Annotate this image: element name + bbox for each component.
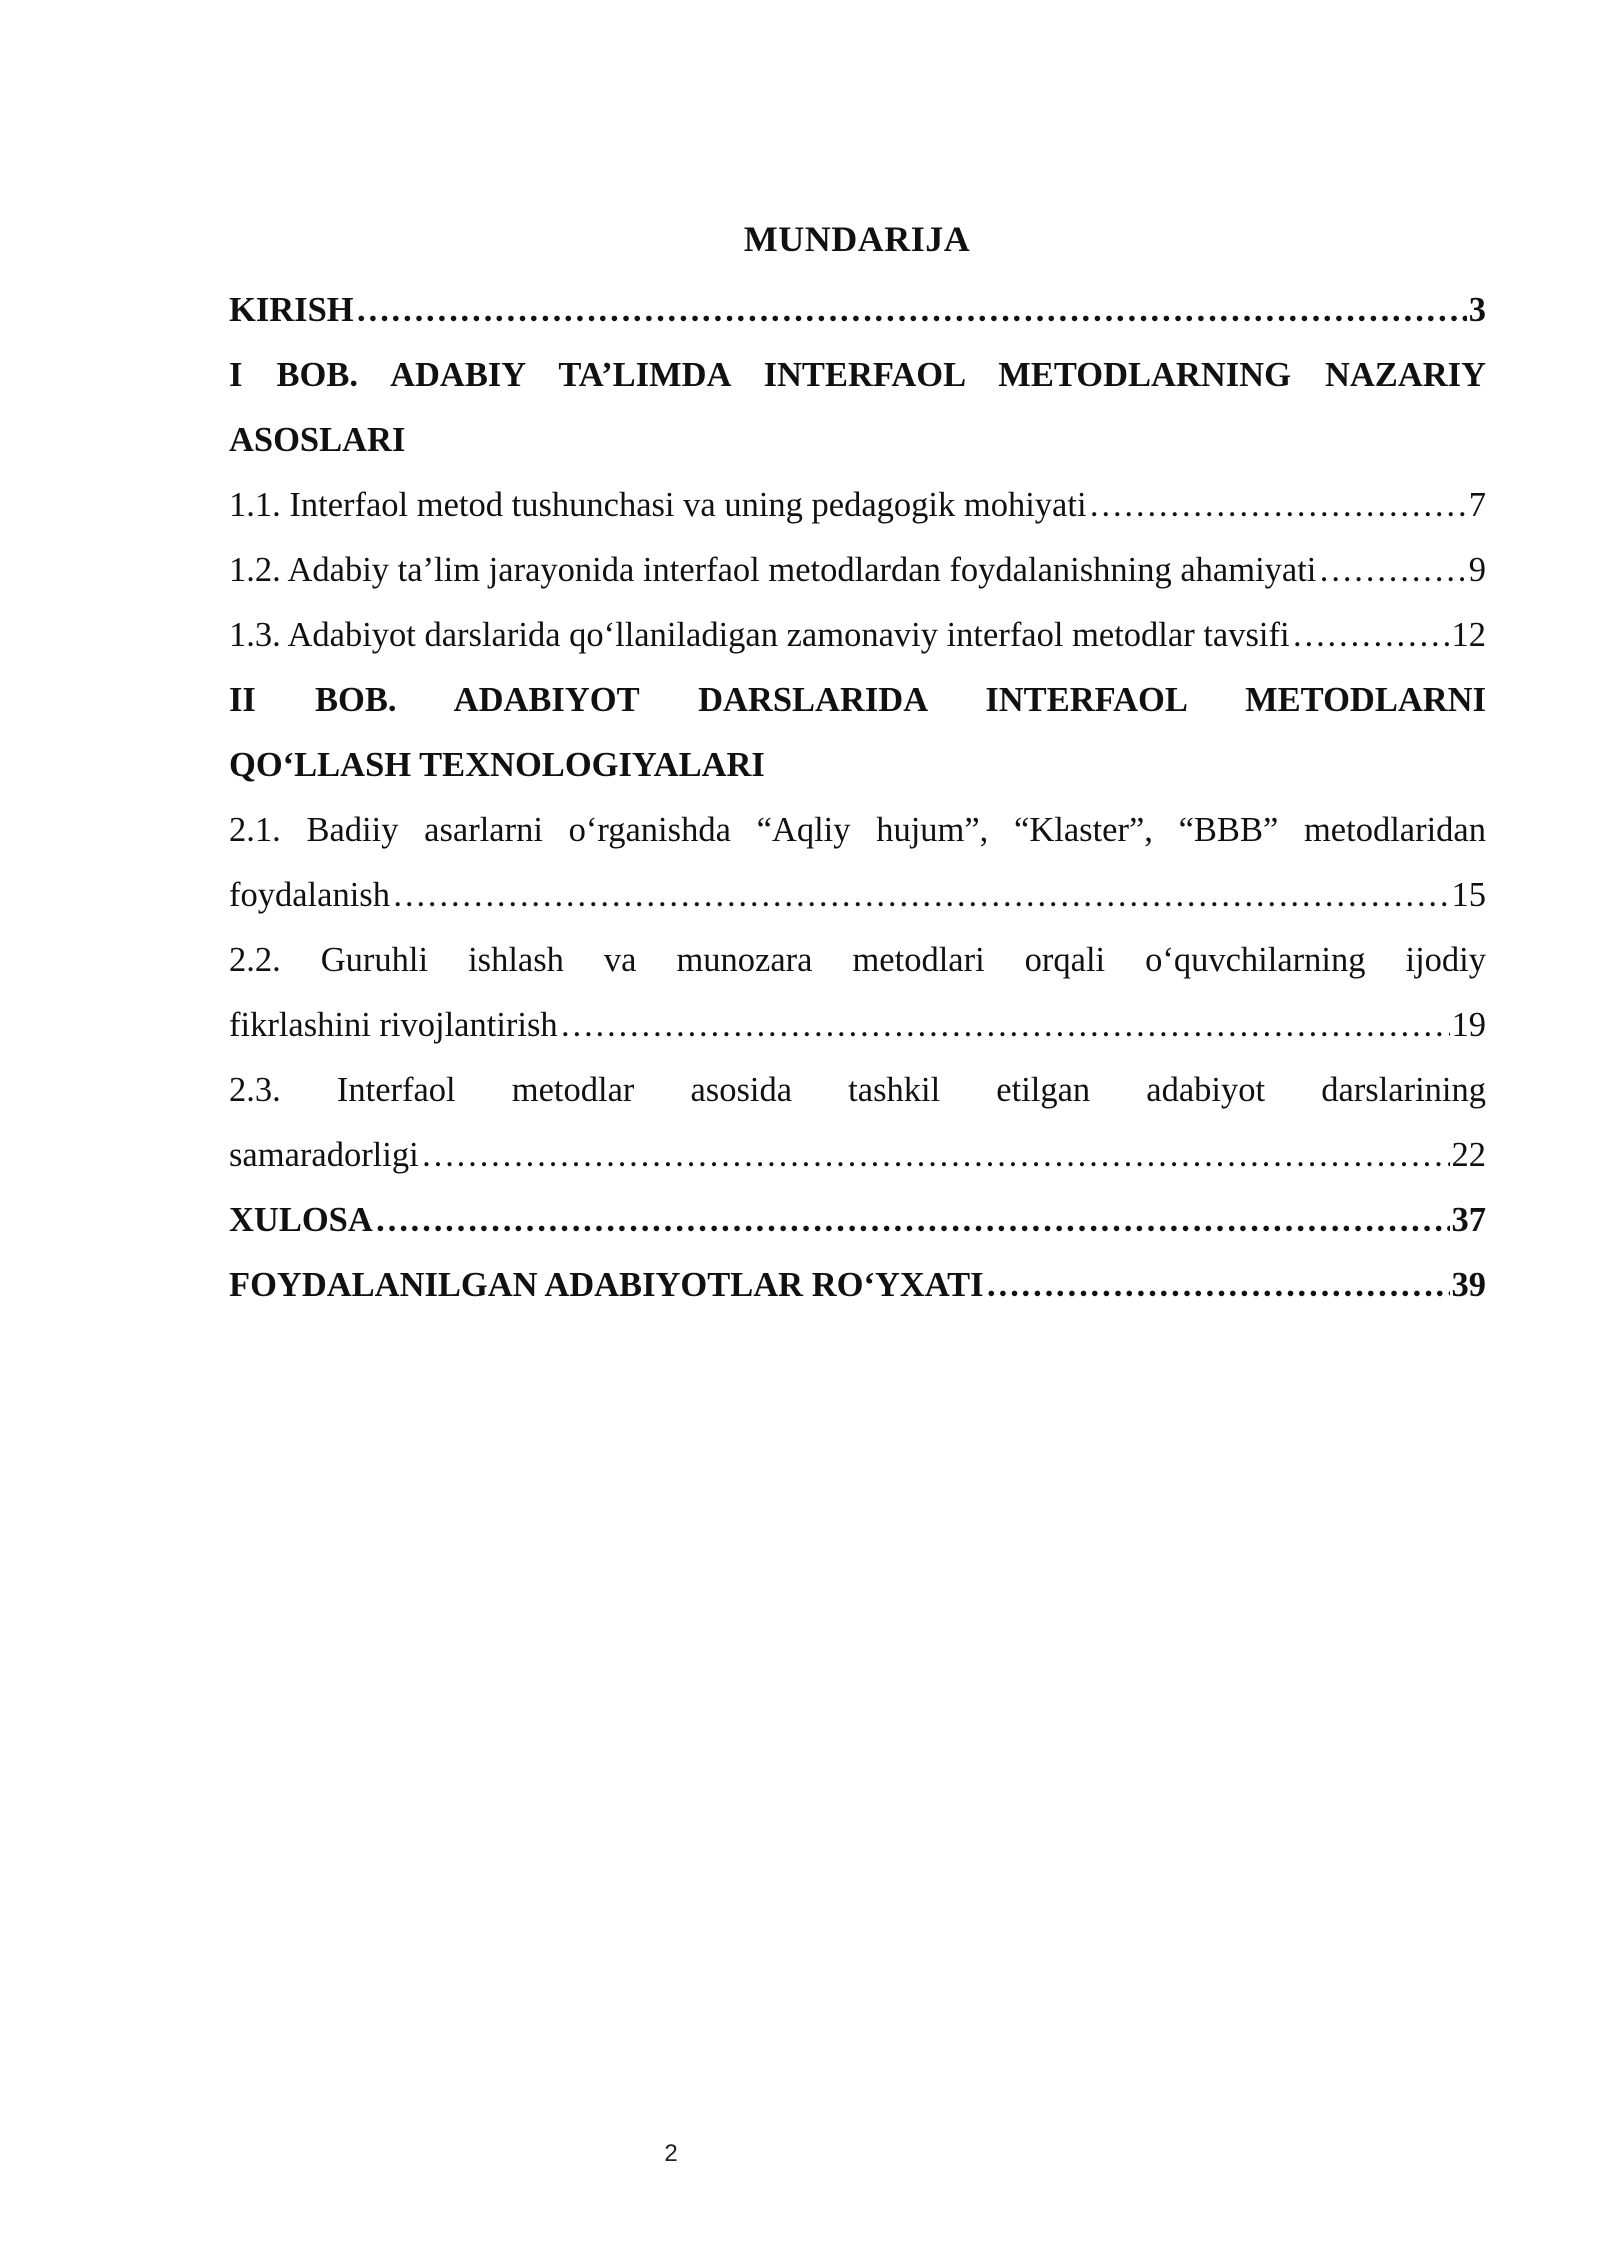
dot-leader bbox=[421, 1123, 1450, 1188]
toc-entry-2-2-line-1: 2.2. Guruhli ishlash va munozara metodlari orqali o‘quvchilarning ijodiy bbox=[229, 941, 1486, 979]
toc-chapter-2-line-1: II BOB. ADABIYOT DARSLARIDA INTERFAOL METODLARNI bbox=[229, 681, 1486, 719]
toc-chapter-2-line-2: QO‘LLASH TEXNOLOGIYALARI bbox=[229, 746, 765, 784]
toc-entry-text: KIRISH bbox=[229, 291, 354, 329]
table-of-contents bbox=[229, 278, 1486, 1318]
toc-entry-text: FOYDALANILGAN ADABIYOTLAR RO‘YXATI bbox=[229, 1266, 984, 1304]
toc-entry-1-3 bbox=[229, 603, 1486, 668]
toc-entry-2-3-line-2 bbox=[229, 1123, 1486, 1188]
toc-entry-references bbox=[229, 1253, 1486, 1318]
toc-page-number: 3 bbox=[1468, 291, 1486, 329]
toc-entry-text: fikrlashini rivojlantirish bbox=[229, 1006, 558, 1044]
toc-entry-text: XULOSA bbox=[229, 1201, 373, 1239]
dot-leader bbox=[356, 278, 1467, 343]
dot-leader bbox=[560, 993, 1450, 1058]
toc-entry-2-3-line-1: 2.3. Interfaol metodlar asosida tashkil etilgan adabiyot darslarining bbox=[229, 1071, 1486, 1109]
dot-leader bbox=[986, 1253, 1450, 1318]
toc-chapter-1-line-2: ASOSLARI bbox=[229, 421, 406, 459]
toc-entry-text: 1.2. Adabiy ta’lim jarayonida interfaol metodlardan foydalanishning ahamiyati bbox=[229, 551, 1317, 589]
toc-page-number: 22 bbox=[1451, 1136, 1486, 1174]
toc-entry-1-2 bbox=[229, 538, 1486, 603]
toc-entry-2-1-line-2 bbox=[229, 863, 1486, 928]
toc-page-number: 12 bbox=[1451, 616, 1486, 654]
toc-entry-text: 1.3. Adabiyot darslarida qo‘llaniladigan zamonaviy interfaol metodlar tavsifi bbox=[229, 616, 1290, 654]
toc-entry-1-1 bbox=[229, 473, 1486, 538]
dot-leader bbox=[1292, 603, 1450, 668]
dot-leader bbox=[1318, 538, 1466, 603]
toc-entry-2-2-line-2 bbox=[229, 993, 1486, 1058]
dot-leader bbox=[375, 1188, 1450, 1253]
dot-leader bbox=[1089, 473, 1467, 538]
toc-entry-xulosa bbox=[229, 1188, 1486, 1253]
toc-entry-text: foydalanish bbox=[229, 876, 390, 914]
page-number: 2 bbox=[664, 2140, 678, 2167]
dot-leader bbox=[392, 863, 1450, 928]
toc-entry-2-1-line-1: 2.1. Badiiy asarlarni o‘rganishda “Aqliy hujum”, “Klaster”, “BBB” metodlaridan bbox=[229, 811, 1486, 849]
toc-entry-text: samaradorligi bbox=[229, 1136, 419, 1174]
toc-page-number: 19 bbox=[1451, 1006, 1486, 1044]
toc-page-number: 15 bbox=[1451, 876, 1486, 914]
toc-entry-text: 1.1. Interfaol metod tushunchasi va uning pedagogik mohiyati bbox=[229, 486, 1087, 524]
toc-entry-kirish bbox=[229, 278, 1486, 343]
toc-chapter-1-line-1: I BOB. ADABIY TA’LIMDA INTERFAOL METODLARNING NAZARIY bbox=[229, 356, 1486, 394]
toc-page-number: 37 bbox=[1451, 1201, 1486, 1239]
toc-page-number: 7 bbox=[1468, 486, 1486, 524]
toc-page-number: 39 bbox=[1451, 1266, 1486, 1304]
toc-page-number: 9 bbox=[1468, 551, 1486, 589]
page-title: MUNDARIJA bbox=[743, 219, 971, 259]
